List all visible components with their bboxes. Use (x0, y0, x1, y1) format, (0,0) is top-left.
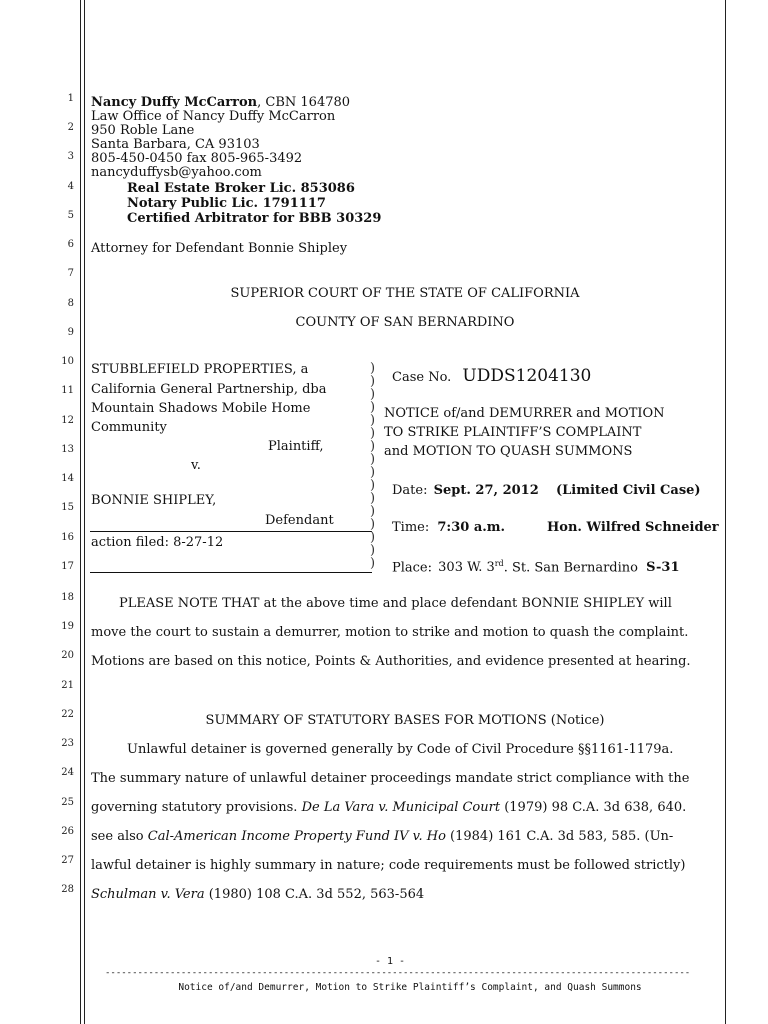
line-number: 17 (61, 561, 74, 572)
section-heading: SUMMARY OF STATUTORY BASES FOR MOTIONS (Notice) (205, 713, 605, 728)
caption-bracket-column: ) ) ) ) ) ) ) ) ) ) ) ) ) ) ) ) (370, 361, 376, 571)
judge-name: Hon. Wilfred Schneider (547, 520, 719, 535)
place-address-pre: 303 W. 3 (438, 560, 495, 576)
notice-line-1: PLEASE NOTE THAT at the above time and place defendant BONNIE SHIPLEY will (119, 596, 672, 611)
defendant-name: BONNIE SHIPLEY, (91, 493, 217, 508)
attorney-office: Law Office of Nancy Duffy McCarron (91, 109, 336, 124)
attorney-name: Nancy Duffy McCarron (91, 95, 258, 110)
line-number: 9 (67, 327, 74, 338)
line-number: 13 (61, 444, 74, 455)
caption-divider (90, 531, 372, 532)
footer-title: Notice of/and Demurrer, Motion to Strike Plaintiff’s Complaint, and Quash Summons (178, 982, 642, 993)
place-address-post: . St. San Bernardino (503, 560, 638, 576)
line-number: 16 (61, 532, 74, 543)
line-number: 24 (61, 767, 74, 778)
document-title-line-3: and MOTION TO QUASH SUMMONS (384, 444, 633, 459)
plaintiff-line-3: Mountain Shadows Mobile Home (91, 401, 311, 416)
line-number: 5 (67, 210, 74, 221)
left-margin-rule-outer (80, 0, 81, 1024)
license-real-estate: Real Estate Broker Lic. 853086 (127, 181, 355, 196)
line-number: 15 (61, 502, 74, 513)
license-notary: Notary Public Lic. 1791117 (127, 196, 326, 211)
line-number: 22 (61, 709, 74, 720)
case-number-line (392, 366, 591, 386)
summary-line-4-text: see also (91, 829, 144, 844)
citation-reporter-1: (1979) 98 C.A. 3d 638, 640. (504, 800, 687, 815)
action-filed: action filed: 8-27-12 (91, 535, 224, 550)
line-number: 11 (61, 385, 74, 396)
line-number: 3 (67, 151, 74, 162)
line-number: 12 (61, 415, 74, 426)
date-label: Date: (392, 483, 428, 498)
footer-separator: ------------------------------------------------------------------------------------------------------------ (105, 968, 691, 978)
hearing-time-line (392, 521, 505, 535)
line-number: 14 (61, 473, 74, 484)
citation-reporter-3: (1980) 108 C.A. 3d 552, 563-564 (208, 887, 425, 902)
case-citation-schulman: Schulman v. Vera (91, 887, 205, 902)
summary-line-5: lawful detainer is highly summary in nature; code requirements must be followed strictly) (91, 858, 686, 873)
line-number: 7 (67, 268, 74, 279)
attorney-email: nancyduffysb@yahoo.com (91, 165, 262, 180)
hearing-place-line (392, 557, 680, 575)
plaintiff-label: Plaintiff, (268, 439, 324, 454)
attorney-phone: 805-450-0450 fax 805-965-3492 (91, 151, 303, 166)
caption-bottom-line (90, 572, 372, 573)
summary-line-6 (91, 887, 424, 902)
document-title-line-2: TO STRIKE PLAINTIFF’S COMPLAINT (384, 425, 642, 440)
summary-line-1: Unlawful detainer is governed generally by Code of Civil Procedure §§1161-1179a. (127, 742, 674, 757)
line-number: 28 (61, 884, 74, 895)
case-number-label: Case No. (392, 370, 452, 385)
case-citation-cal-american: Cal-American Income Property Fund IV v. Ho (147, 829, 446, 844)
line-number: 6 (67, 239, 74, 250)
plaintiff-line-1: STUBBLEFIELD PROPERTIES, a (91, 362, 309, 377)
place-address-superscript: rd (494, 559, 504, 568)
line-number: 25 (61, 797, 74, 808)
hearing-date-line (392, 484, 539, 498)
case-type: (Limited Civil Case) (556, 483, 701, 498)
line-number: 26 (61, 826, 74, 837)
court-county: COUNTY OF SAN BERNARDINO (295, 315, 515, 330)
summary-line-3 (91, 800, 686, 815)
defendant-label: Defendant (265, 513, 334, 528)
department: S-31 (646, 560, 680, 576)
line-number: 18 (61, 592, 74, 603)
attorney-city: Santa Barbara, CA 93103 (91, 137, 260, 152)
line-number: 2 (67, 122, 74, 133)
versus-label: v. (191, 458, 201, 473)
right-margin-rule (725, 0, 726, 1024)
notice-line-2: move the court to sustain a demurrer, motion to strike and motion to quash the complaint. (91, 625, 689, 640)
summary-line-3-text: governing statutory provisions. (91, 800, 298, 815)
notice-line-3: Motions are based on this notice, Points & Authorities, and evidence presented at hearing. (91, 654, 691, 669)
document-title-line-1: NOTICE of/and DEMURRER and MOTION (384, 406, 665, 421)
case-number: UDDS1204130 (462, 366, 592, 386)
page-number: - 1 - (374, 956, 406, 967)
line-number: 19 (61, 621, 74, 632)
line-number: 21 (61, 680, 74, 691)
line-number: 8 (67, 298, 74, 309)
place-label: Place: (392, 560, 433, 576)
plaintiff-line-4: Community (91, 420, 167, 435)
line-number: 1 (67, 93, 74, 104)
citation-reporter-2: (1984) 161 C.A. 3d 583, 585. (Un- (450, 829, 674, 844)
summary-line-4 (91, 829, 673, 844)
plaintiff-line-2: California General Partnership, dba (91, 382, 327, 397)
court-name: SUPERIOR COURT OF THE STATE OF CALIFORNIA (230, 286, 580, 301)
attorney-cbn: , CBN 164780 (257, 95, 351, 110)
license-arbitrator: Certified Arbitrator for BBB 30329 (127, 211, 382, 226)
time-label: Time: (392, 520, 430, 535)
line-number: 10 (61, 356, 74, 367)
hearing-time: 7:30 a.m. (437, 520, 506, 535)
line-number: 4 (67, 181, 74, 192)
attorney-name-line (91, 96, 350, 110)
hearing-date: Sept. 27, 2012 (433, 483, 539, 498)
summary-line-2: The summary nature of unlawful detainer proceedings mandate strict compliance with the (91, 771, 690, 786)
attorney-street: 950 Roble Lane (91, 123, 195, 138)
line-number: 23 (61, 738, 74, 749)
attorney-role: Attorney for Defendant Bonnie Shipley (91, 241, 348, 256)
left-margin-rule-inner (84, 0, 85, 1024)
line-number: 27 (61, 855, 74, 866)
line-number: 20 (61, 650, 74, 661)
case-citation-de-la-vara: De La Vara v. Municipal Court (301, 800, 501, 815)
